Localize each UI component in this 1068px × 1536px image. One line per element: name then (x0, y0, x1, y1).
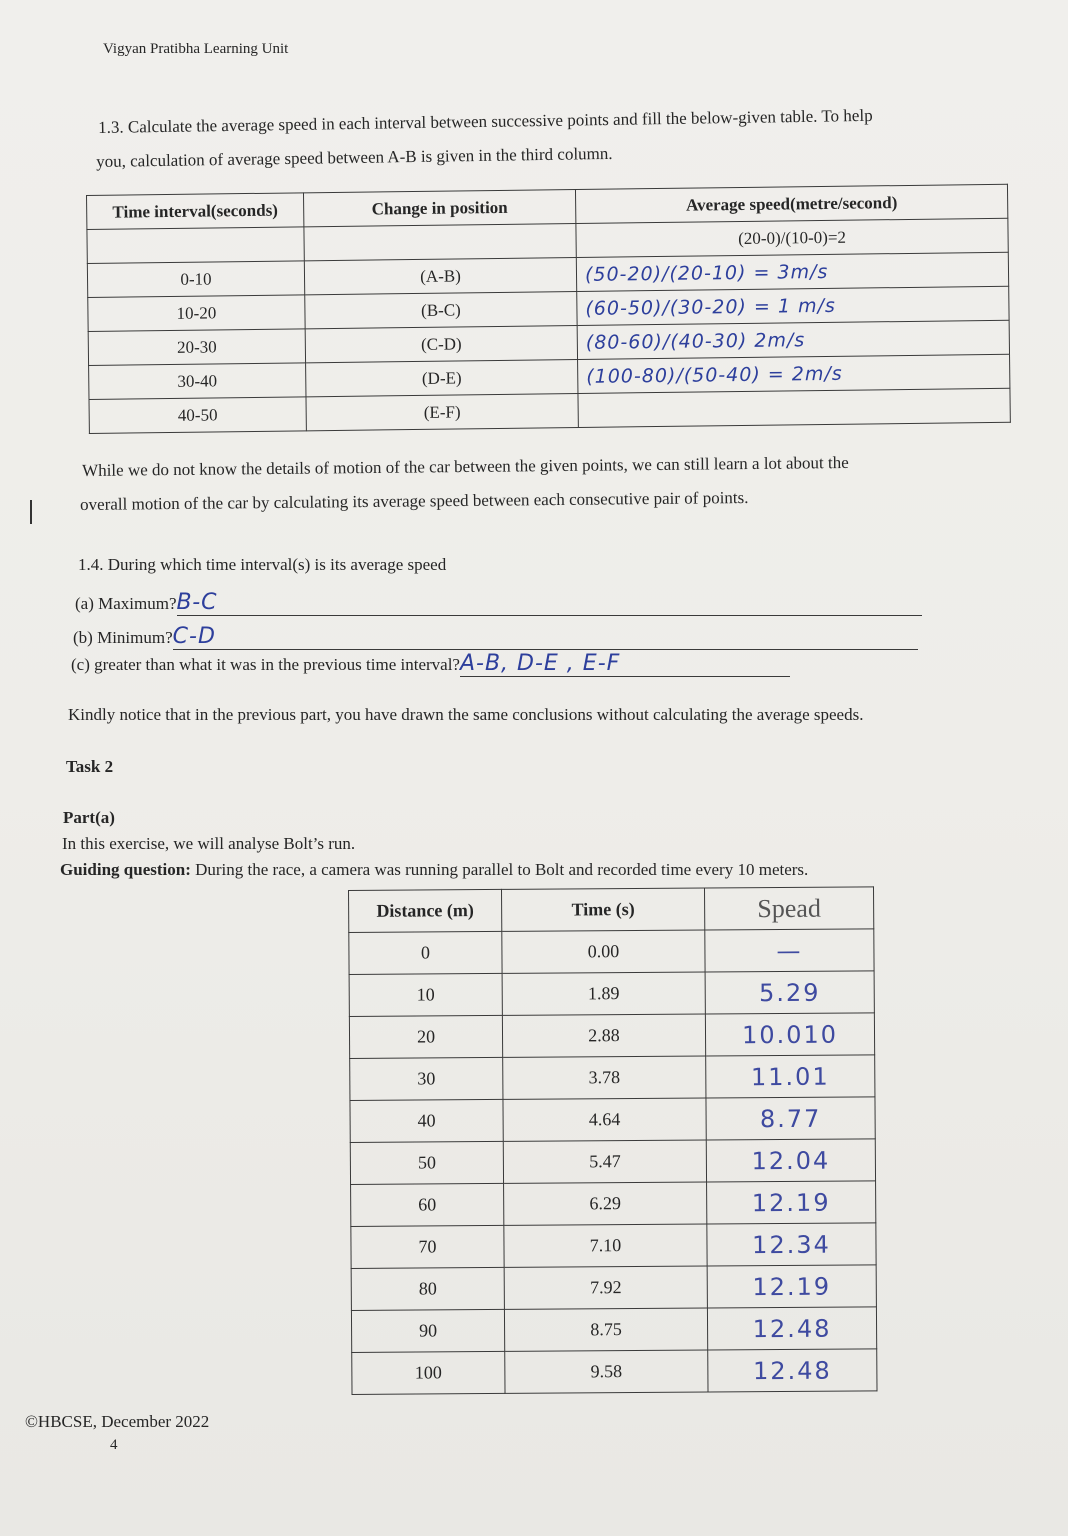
table2-cell: 60 (351, 1183, 504, 1226)
table-row (350, 1097, 875, 1143)
q13-line2: you, calculation of average speed between A-B is given in the third column. (96, 143, 613, 171)
table-row (351, 1181, 876, 1227)
handwritten-speed: 11.01 (706, 1055, 875, 1098)
table2-cell: 70 (351, 1225, 504, 1268)
handwritten-speed: 12.19 (707, 1181, 876, 1224)
table2-cell: 7.10 (504, 1224, 707, 1267)
table1-cell: (E-F) (306, 394, 578, 431)
table2-cell: 90 (351, 1309, 504, 1352)
handwritten-speed: 10.010 (705, 1013, 874, 1056)
table2-cell: 0 (349, 931, 502, 974)
page-number: 4 (110, 1437, 118, 1453)
table1-header-time: Time interval(seconds) (87, 193, 304, 230)
guiding-label: Guiding question: (60, 860, 191, 879)
table1-cell: (D-E) (306, 360, 578, 397)
table-row (349, 1013, 874, 1059)
table2-cell: 20 (349, 1015, 502, 1058)
table1-cell: (20-0)/(10-0)=2 (576, 218, 1008, 257)
q14-a (75, 590, 941, 616)
handwritten-speed: 12.34 (707, 1223, 876, 1266)
handwritten-speed: 12.19 (707, 1265, 876, 1308)
table1-cell: 20-30 (88, 329, 305, 366)
handwritten-speed: 8.77 (706, 1097, 875, 1140)
para-line2: overall motion of the car by calculating its average speed between each consecutive pair of points. (80, 488, 749, 514)
table2-cell: 3.78 (503, 1056, 706, 1099)
table-row (351, 1223, 876, 1269)
table-row (351, 1307, 876, 1353)
part-intro: In this exercise, we will analyse Bolt’s run. (62, 834, 356, 853)
table1-cell (304, 224, 576, 261)
part-title: Part(a) (63, 808, 115, 827)
handwritten-answer (578, 388, 1010, 427)
table-row (352, 1349, 877, 1395)
table1-cell (87, 227, 304, 264)
header-unit: Vigyan Pratibha Learning Unit (103, 41, 289, 57)
handwritten-speed: 12.48 (707, 1307, 876, 1350)
q14-a-answer: B-C (177, 590, 922, 616)
table-row (349, 929, 874, 975)
table2-cell: 100 (352, 1351, 505, 1394)
table1-cell: (C-D) (305, 326, 577, 363)
table2-cell: 1.89 (502, 972, 705, 1015)
table-row (349, 971, 874, 1017)
table1-cell: 40-50 (89, 397, 306, 434)
notice-text: Kindly notice that in the previous part, you have drawn the same conclusions without calculating the average speeds. (68, 705, 864, 724)
table2-header-time: Time (s) (501, 888, 704, 931)
table2-cell: 40 (350, 1099, 503, 1142)
margin-mark (30, 500, 32, 524)
table-row (351, 1265, 876, 1311)
q14-b-label: (b) Minimum? (73, 628, 173, 647)
q14-c-answer: A-B, D-E , E-F (460, 651, 790, 677)
table2-cell: 8.75 (504, 1308, 707, 1351)
table2-cell: 10 (349, 973, 502, 1016)
q13-line1: 1.3. Calculate the average speed in each interval between successive points and fill the below-given table. To help (98, 105, 873, 137)
q14-c (71, 651, 790, 677)
para-line1: While we do not know the details of motion of the car between the given points, we can still learn a lot about the (82, 452, 849, 480)
handwritten-answer: (80-60)/(40-30) 2m/s (577, 320, 1009, 359)
table1-header-change: Change in position (303, 190, 575, 227)
table2-cell: 2.88 (502, 1014, 705, 1057)
bolt-run-table (348, 886, 878, 1395)
table1-cell: 10-20 (88, 295, 305, 332)
handwritten-speed: 5.29 (705, 971, 874, 1014)
table2-cell: 9.58 (505, 1350, 708, 1393)
q14-heading: 1.4. During which time interval(s) is its average speed (78, 555, 447, 574)
task-title: Task 2 (66, 757, 114, 776)
table2-cell: 80 (351, 1267, 504, 1310)
handwritten-speed: 12.04 (706, 1139, 875, 1182)
q14-a-label: (a) Maximum? (75, 594, 177, 613)
table2-cell: 5.47 (503, 1140, 706, 1183)
table1-header-speed: Average speed(metre/second) (575, 184, 1007, 223)
table1-cell: 30-40 (89, 363, 306, 400)
speed-interval-table (86, 184, 1011, 434)
table2-cell: 30 (350, 1057, 503, 1100)
handwritten-speed: — (705, 929, 874, 972)
handwritten-answer: (50-20)/(20-10) = 3m/s (576, 252, 1008, 291)
guiding-text: During the race, a camera was running parallel to Bolt and recorded time every 10 meters. (195, 860, 809, 879)
table-row (350, 1055, 875, 1101)
handwritten-answer: (60-50)/(30-20) = 1 m/s (577, 286, 1009, 325)
table2-cell: 0.00 (502, 930, 705, 973)
q14-b (73, 624, 918, 650)
table1-cell: (A-B) (304, 258, 576, 295)
footer-copyright: ©HBCSE, December 2022 (25, 1412, 210, 1431)
table2-cell: 7.92 (504, 1266, 707, 1309)
guiding-question (60, 860, 808, 880)
table2-cell: 6.29 (504, 1182, 707, 1225)
table2-header-speed: Spead (704, 887, 873, 930)
table2-cell: 4.64 (503, 1098, 706, 1141)
table1-cell: 0-10 (87, 261, 304, 298)
table-row (350, 1139, 875, 1185)
handwritten-answer: (100-80)/(50-40) = 2m/s (578, 354, 1010, 393)
handwritten-speed: 12.48 (708, 1349, 877, 1392)
q14-b-answer: C-D (173, 624, 918, 650)
q14-c-label: (c) greater than what it was in the previous time interval? (71, 655, 460, 674)
table2-cell: 50 (350, 1141, 503, 1184)
table1-cell: (B-C) (305, 292, 577, 329)
table2-header-distance: Distance (m) (349, 889, 502, 932)
